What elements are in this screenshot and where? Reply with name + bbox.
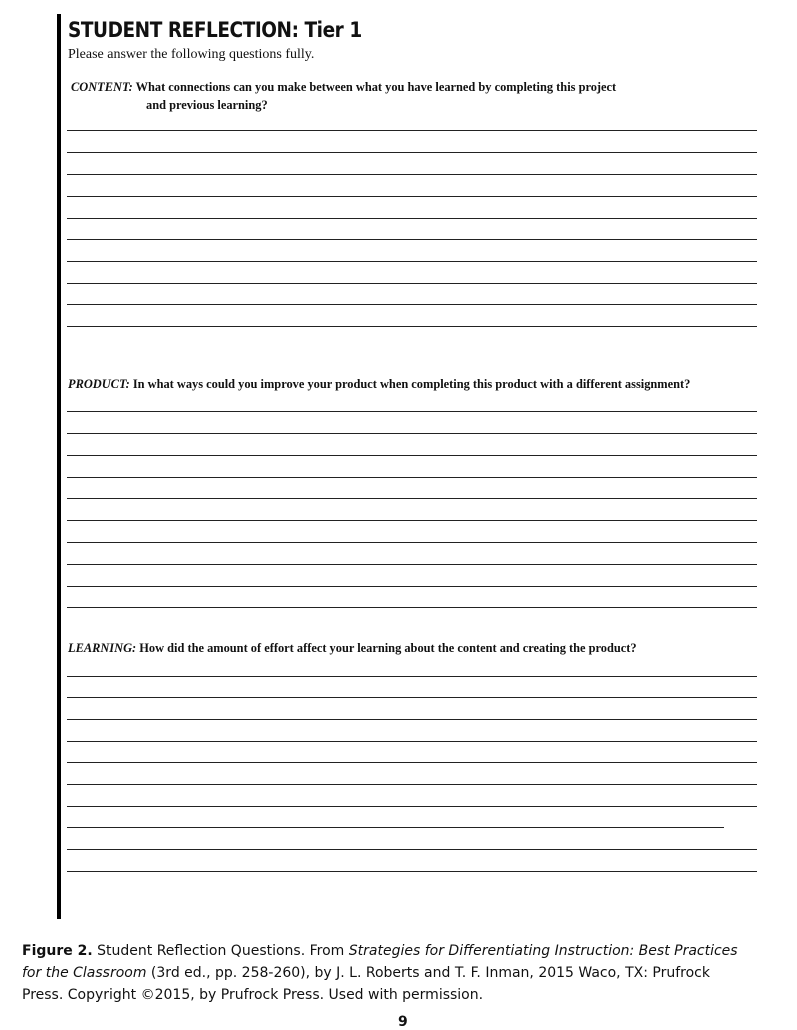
answer-line[interactable] [67,762,757,763]
worksheet-instructions: Please answer the following questions fully. [68,47,315,62]
book-title: Strategies for Differentiating Instruction: Best Practices for the Classroom [22,943,738,981]
answer-line[interactable] [67,218,757,219]
question-label: PRODUCT: [68,377,130,391]
worksheet-title: STUDENT REFLECTION: Tier 1 [68,18,362,42]
answer-line[interactable] [67,283,757,284]
answer-line[interactable] [67,827,724,828]
answer-line[interactable] [67,607,757,608]
answer-line[interactable] [67,784,757,785]
answer-line[interactable] [67,174,757,175]
answer-line[interactable] [67,564,757,565]
answer-line[interactable] [67,520,757,521]
answer-line[interactable] [67,586,757,587]
answer-line[interactable] [67,304,757,305]
answer-line[interactable] [67,152,757,153]
left-margin-bar [57,14,61,919]
question-text: What connections can you make between what you have learned by completing this project [132,80,617,94]
caption-text: Student Reflection Questions. From [92,943,349,959]
answer-line[interactable] [67,542,757,543]
question-learning [68,641,637,656]
answer-line[interactable] [67,261,757,262]
figure-caption [22,940,742,1006]
answer-line[interactable] [67,849,757,850]
question-text: In what ways could you improve your product when completing this product with a different assignment? [129,377,691,391]
answer-line[interactable] [67,130,757,131]
figure-label: Figure 2. [22,943,93,959]
answer-line[interactable] [67,697,757,698]
answer-line[interactable] [67,719,757,720]
question-label: CONTENT: [71,80,133,94]
question-text: How did the amount of effort affect your learning about the content and creating the product? [136,641,637,655]
answer-line[interactable] [67,871,757,872]
answer-line[interactable] [67,433,757,434]
answer-line[interactable] [67,455,757,456]
answer-line[interactable] [67,196,757,197]
question-label: LEARNING: [68,641,137,655]
question-content-continued: and previous learning? [146,98,268,112]
question-product [68,377,690,392]
answer-line[interactable] [67,477,757,478]
answer-line[interactable] [67,676,757,677]
answer-line[interactable] [67,326,757,327]
answer-line[interactable] [67,741,757,742]
answer-line[interactable] [67,411,757,412]
question-content [71,80,616,95]
answer-line[interactable] [67,239,757,240]
page-number: 9 [398,1014,408,1030]
caption-text-end: (3rd ed., pp. 258-260), by J. L. Roberts and T. F. Inman, 2015 Waco, TX: Prufrock Press. Copyright ©2015, by Prufrock Press. Used with permission. [22,965,710,1003]
answer-line[interactable] [67,498,757,499]
answer-line[interactable] [67,806,757,807]
